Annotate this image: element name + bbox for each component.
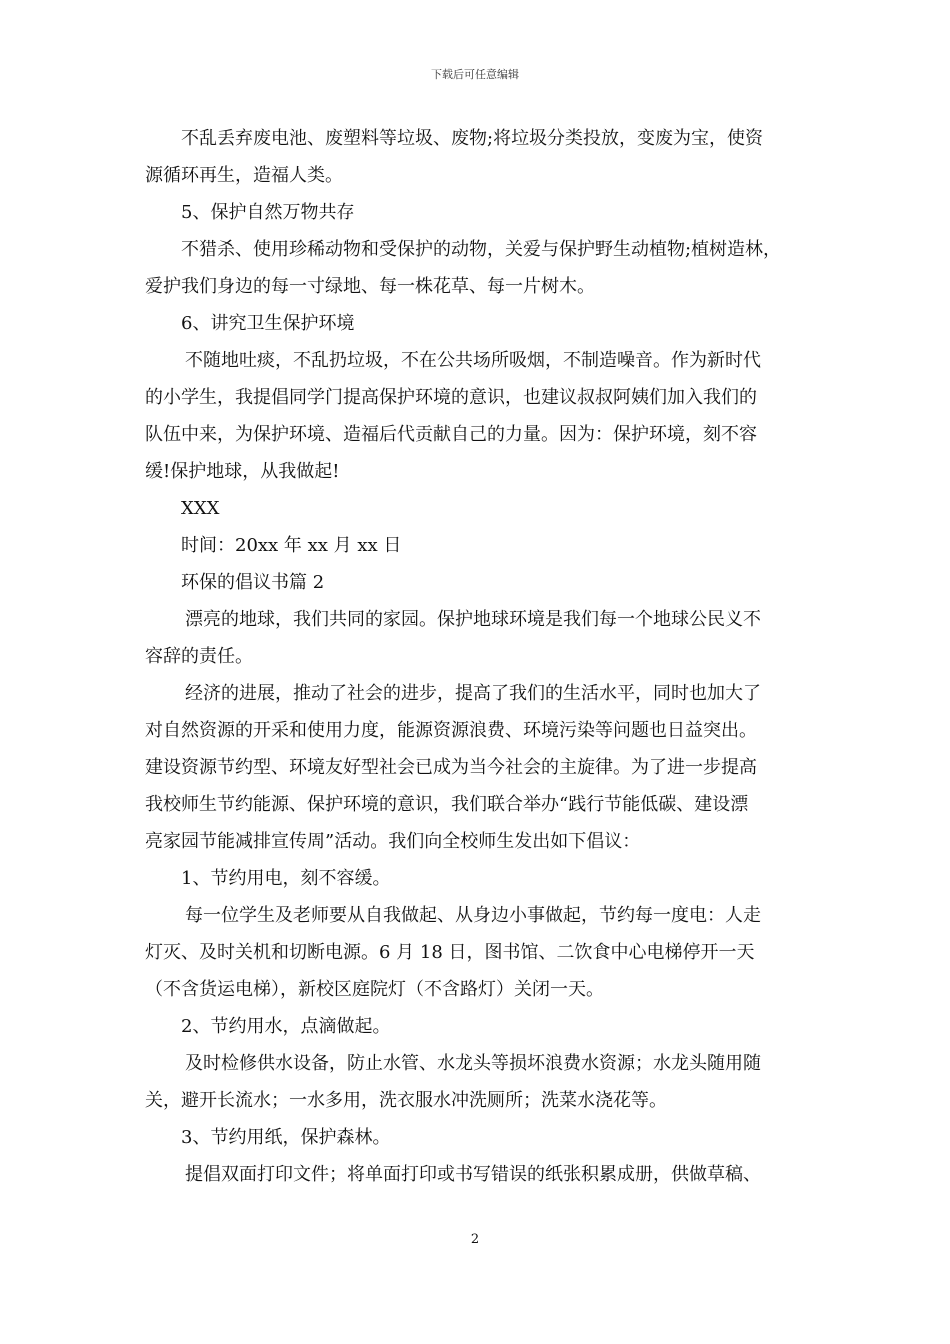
- text-line: 经济的进展，推动了社会的进步，提高了我们的生活水平，同时也加大了: [185, 683, 761, 704]
- text-line: 3、节约用纸，保护森林。: [181, 1127, 391, 1148]
- text-line: 时间：20xx 年 xx 月 xx 日: [181, 535, 402, 556]
- text-line: 不随地吐痰，不乱扔垃圾，不在公共场所吸烟，不制造噪音。作为新时代: [185, 350, 761, 371]
- page-number: 2: [470, 1232, 480, 1247]
- text-line: 不猎杀、使用珍稀动物和受保护的动物，关爱与保护野生动植物;植树造林，: [181, 239, 782, 260]
- text-line: 容辞的责任。: [145, 646, 253, 667]
- text-line: 每一位学生及老师要从自我做起、从身边小事做起，节约每一度电：人走: [185, 905, 761, 926]
- text-line: （不含货运电梯），新校区庭院灯（不含路灯）关闭一天。: [145, 979, 604, 1000]
- text-line: 灯灭、及时关机和切断电源。6 月 18 日，图书馆、二饮食中心电梯停开一天: [145, 942, 755, 963]
- text-line: 源循环再生，造福人类。: [145, 165, 343, 186]
- text-line: 漂亮的地球，我们共同的家园。保护地球环境是我们每一个地球公民义不: [185, 609, 761, 630]
- text-line: XXX: [181, 498, 220, 519]
- text-line: 亮家园节能减排宣传周”活动。我们向全校师生发出如下倡议：: [145, 831, 641, 852]
- text-line: 我校师生节约能源、保护环境的意识，我们联合举办“践行节能低碳、建设漂: [145, 794, 749, 815]
- text-line: 的小学生，我提倡同学门提高保护环境的意识，也建议叔叔阿姨们加入我们的: [145, 387, 757, 408]
- document-body: [145, 122, 807, 1195]
- text-line: 及时检修供水设备，防止水管、水龙头等损坏浪费水资源；水龙头随用随: [185, 1053, 761, 1074]
- text-line: 5、保护自然万物共存: [181, 202, 355, 223]
- text-line: 2、节约用水，点滴做起。: [181, 1016, 391, 1037]
- text-line: 1、节约用电，刻不容缓。: [181, 868, 391, 889]
- text-line: 6、讲究卫生保护环境: [181, 313, 355, 334]
- page-header: 下载后可任意编辑: [431, 68, 519, 81]
- text-line: 环保的倡议书篇 2: [181, 572, 325, 593]
- text-line: 队伍中来，为保护环境、造福后代贡献自己的力量。因为：保护环境，刻不容: [145, 424, 757, 445]
- text-line: 提倡双面打印文件；将单面打印或书写错误的纸张积累成册，供做草稿、: [185, 1164, 761, 1185]
- text-line: 关，避开长流水；一水多用，洗衣服水冲洗厕所；洗菜水浇花等。: [145, 1090, 667, 1111]
- text-line: 缓!保护地球，从我做起!: [145, 461, 340, 482]
- text-line: 爱护我们身边的每一寸绿地、每一株花草、每一片树木。: [145, 276, 595, 297]
- text-line: 不乱丢弃废电池、废塑料等垃圾、废物;将垃圾分类投放，变废为宝，使资: [181, 128, 764, 149]
- text-line: 对自然资源的开采和使用力度，能源资源浪费、环境污染等问题也日益突出。: [145, 720, 757, 741]
- text-line: 建设资源节约型、环境友好型社会已成为当今社会的主旋律。为了进一步提高: [145, 757, 757, 778]
